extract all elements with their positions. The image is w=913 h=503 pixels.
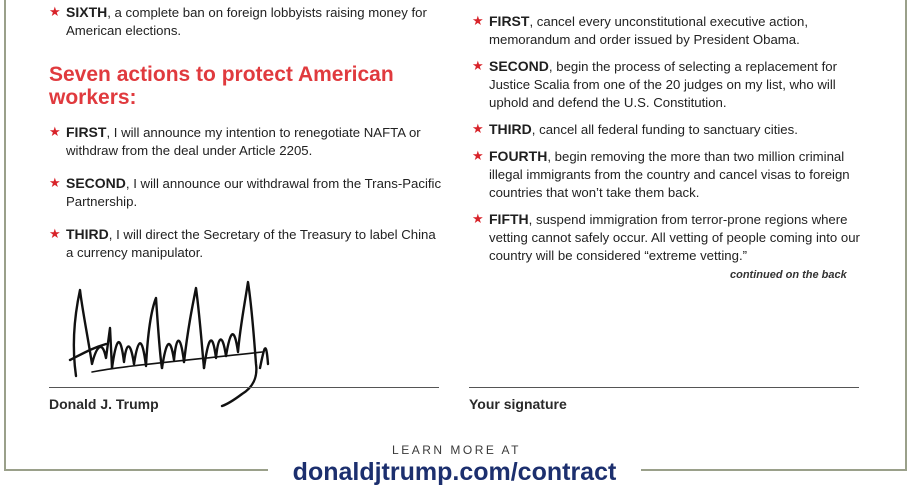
item-text: , cancel every unconstitutional executive action, memorandum and order issued by President Obama. [489,14,809,47]
section-heading: Seven actions to protect American workers: [49,63,394,109]
item-text: , a complete ban on foreign lobbyists raising money for American elections. [66,5,427,38]
list-item-first [49,123,444,160]
item-lead: SECOND [489,58,549,74]
item-lead: SIXTH [66,4,108,20]
signature-line-left [49,387,439,388]
signature-line-right[interactable] [469,387,859,388]
star-icon: ★ [49,124,61,139]
contract-url-link[interactable]: donaldjtrump.com/contract [268,458,641,486]
list-item-fifth [472,210,867,265]
list-item-third [49,225,444,262]
item-lead: FIFTH [489,211,529,227]
frame-right-border [905,0,907,471]
list-item-fourth [472,147,867,202]
star-icon: ★ [472,121,484,136]
star-icon: ★ [472,211,484,226]
list-item-sixth [49,3,444,40]
item-lead: FOURTH [489,148,548,164]
item-lead: FIRST [489,13,530,29]
list-item-third [472,120,867,139]
list-item-second [472,57,867,112]
star-icon: ★ [49,175,61,190]
signature-label-trump: Donald J. Trump [49,396,159,412]
list-item-second [49,174,444,211]
star-icon: ★ [49,226,61,241]
star-icon: ★ [472,13,484,28]
item-text: , suspend immigration from terror-prone regions where vetting cannot safely occur. All vetting of people coming into our country will be considered “extreme vetting.” [489,212,860,263]
list-item-first [472,12,867,49]
learn-more-label: LEARN MORE AT [392,443,521,457]
frame-left-border [4,0,6,471]
item-lead: FIRST [66,124,107,140]
item-text: , begin removing the more than two million criminal illegal immigrants from the country and cancel visas to foreign countries that won’t take them back. [489,149,850,200]
item-lead: SECOND [66,175,126,191]
frame-bottom-border-left [4,469,268,471]
item-lead: THIRD [66,226,109,242]
star-icon: ★ [472,148,484,163]
item-text: , I will announce our withdrawal from the Trans-Pacific Partnership. [66,176,442,209]
item-text: , I will direct the Secretary of the Treasury to label China a currency manipulator. [66,227,436,260]
item-text: , begin the process of selecting a replacement for Justice Scalia from one of the 20 judges on my list, who will uphold and defend the U.S. Constitution. [489,59,837,110]
signature-label-yours: Your signature [469,396,567,412]
star-icon: ★ [472,58,484,73]
item-lead: THIRD [489,121,532,137]
item-text: , I will announce my intention to renegotiate NAFTA or withdraw from the deal under Article 2205. [66,125,421,158]
item-text: , cancel all federal funding to sanctuary cities. [531,122,798,137]
star-icon: ★ [49,4,61,19]
continued-note: continued on the back [730,269,847,281]
frame-bottom-border-right [641,469,907,471]
